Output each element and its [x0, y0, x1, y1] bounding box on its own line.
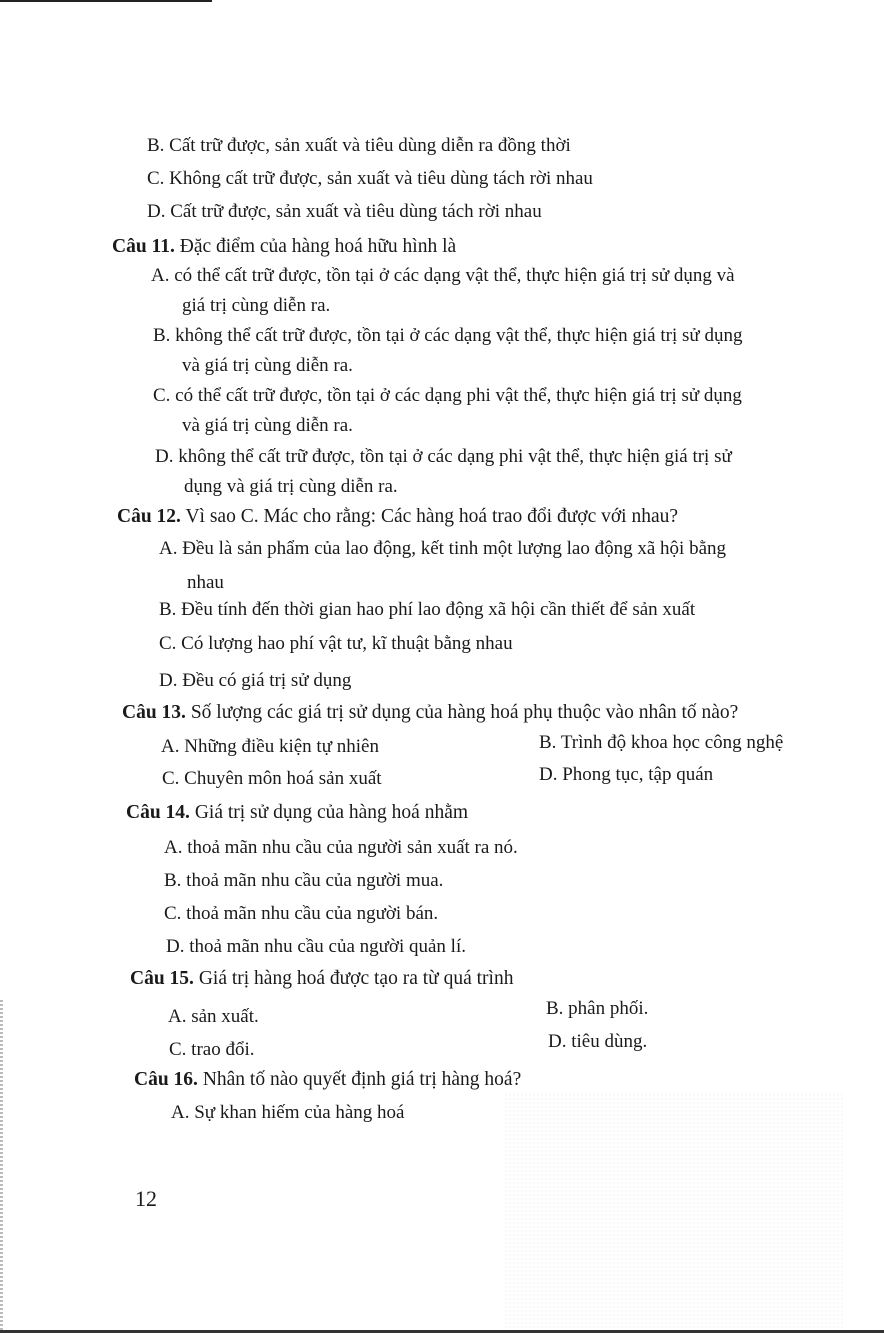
q12-stem	[117, 505, 678, 529]
q12-number: Câu 12.	[117, 506, 181, 527]
q11-number: Câu 11.	[112, 236, 175, 257]
q11-option-b-cont: và giá trị cùng diễn ra.	[182, 355, 353, 376]
q11-option-d: D. không thể cất trữ được, tồn tại ở các dạng phi vật thể, thực hiện giá trị sử	[155, 446, 732, 467]
q16-stem	[134, 1068, 521, 1092]
q13-option-b: B. Trình độ khoa học công nghệ	[539, 732, 784, 753]
q15-number: Câu 15.	[130, 968, 194, 989]
q10-option-d: D. Cất trữ được, sản xuất và tiêu dùng tách rời nhau	[147, 201, 542, 222]
q15-option-d: D. tiêu dùng.	[548, 1031, 648, 1052]
q13-option-d: D. Phong tục, tập quán	[539, 764, 714, 785]
q12-option-a: A. Đều là sản phẩm của lao động, kết tinh một lượng lao động xã hội bằng	[159, 538, 727, 559]
scan-edge	[0, 1000, 3, 1333]
q10-option-b: B. Cất trữ được, sản xuất và tiêu dùng diễn ra đồng thời	[147, 135, 571, 156]
scan-noise	[504, 1093, 844, 1333]
q12-option-a-cont: nhau	[187, 572, 224, 593]
q14-option-d: D. thoả mãn nhu cầu của người quản lí.	[166, 936, 466, 957]
q16-option-a: A. Sự khan hiếm của hàng hoá	[171, 1102, 405, 1123]
page-number: 12	[135, 1186, 157, 1211]
q13-option-c: C. Chuyên môn hoá sản xuất	[162, 768, 382, 789]
q11-option-c-cont: và giá trị cùng diễn ra.	[182, 415, 353, 436]
q11-option-a: A. có thể cất trữ được, tồn tại ở các dạng vật thể, thực hiện giá trị sử dụng và	[151, 265, 735, 286]
q13-number: Câu 13.	[122, 702, 186, 723]
q14-number: Câu 14.	[126, 802, 190, 823]
q15-option-a: A. sản xuất.	[168, 1006, 259, 1027]
q14-option-c: C. thoả mãn nhu cầu của người bán.	[164, 903, 439, 924]
q14-text: Giá trị sử dụng của hàng hoá nhằm	[194, 802, 469, 823]
q12-option-d: D. Đều có giá trị sử dụng	[159, 670, 352, 691]
q15-option-b: B. phân phối.	[546, 998, 649, 1019]
q14-option-a: A. thoả mãn nhu cầu của người sản xuất ra nó.	[164, 837, 518, 858]
q15-text: Giá trị hàng hoá được tạo ra từ quá trình	[198, 968, 514, 989]
top-rule	[0, 0, 212, 2]
q12-option-b: B. Đều tính đến thời gian hao phí lao động xã hội cần thiết để sản xuất	[159, 599, 696, 620]
q15-option-c: C. trao đổi.	[169, 1039, 255, 1060]
q13-option-a: A. Những điều kiện tự nhiên	[161, 736, 379, 757]
q13-text: Số lượng các giá trị sử dụng của hàng hoá phụ thuộc vào nhân tố nào?	[190, 702, 739, 723]
q11-option-c: C. có thể cất trữ được, tồn tại ở các dạng phi vật thể, thực hiện giá trị sử dụng	[153, 385, 742, 406]
q14-stem	[126, 801, 468, 825]
q14-option-b: B. thoả mãn nhu cầu của người mua.	[164, 870, 444, 891]
q10-option-c: C. Không cất trữ được, sản xuất và tiêu dùng tách rời nhau	[147, 168, 593, 189]
q12-text: Vì sao C. Mác cho rằng: Các hàng hoá trao đổi được với nhau?	[185, 506, 679, 527]
q16-number: Câu 16.	[134, 1069, 198, 1090]
q12-option-c: C. Có lượng hao phí vật tư, kĩ thuật bằng nhau	[159, 633, 513, 654]
q11-option-a-cont: giá trị cùng diễn ra.	[182, 295, 331, 316]
q11-text: Đặc điểm của hàng hoá hữu hình là	[179, 236, 457, 257]
q11-stem	[112, 235, 456, 259]
q13-stem	[122, 701, 738, 725]
q16-text: Nhân tố nào quyết định giá trị hàng hoá?	[202, 1069, 522, 1090]
q11-option-d-cont: dụng và giá trị cùng diễn ra.	[184, 476, 398, 497]
q15-stem	[130, 967, 513, 991]
q11-option-b: B. không thể cất trữ được, tồn tại ở các dạng vật thể, thực hiện giá trị sử dụng	[153, 325, 743, 346]
